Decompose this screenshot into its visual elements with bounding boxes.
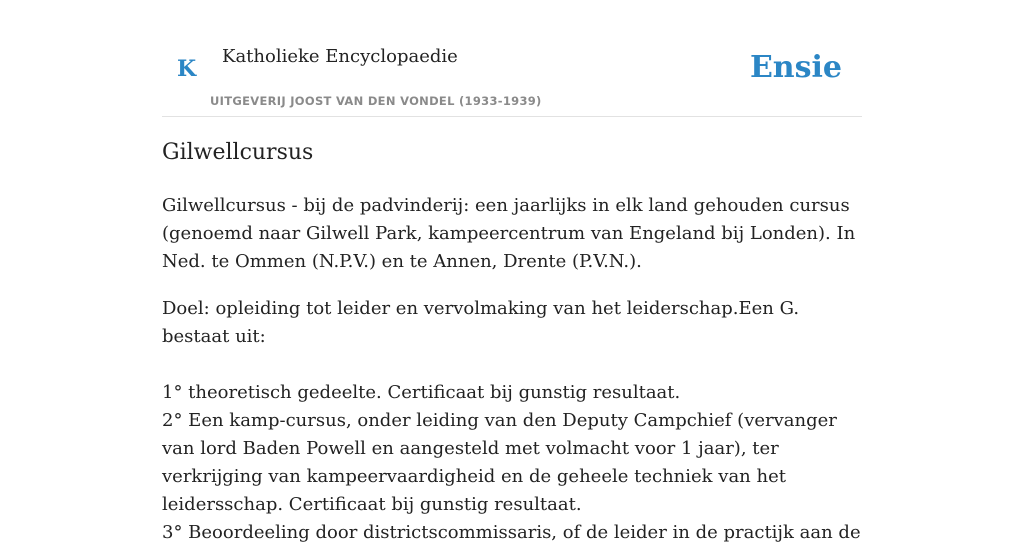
- site-header: [162, 0, 862, 117]
- brand-logo[interactable]: Ensie: [749, 50, 842, 85]
- article-title: Gilwellcursus: [162, 140, 314, 165]
- site-subtitle: UITGEVERIJ JOOST VAN DEN VONDEL (1933-1939): [210, 94, 542, 108]
- article-body: [162, 192, 867, 547]
- list-item-2: 2° Een kamp-cursus, onder leiding van den Deputy Campchief (vervanger van lord Baden Powell en aangesteld met volmacht voor 1 jaar), ter verkrijging van kampeervaardigheid en de geheele techniek van het leidersschap. Certificaat bij gunstig resultaat.: [162, 410, 837, 515]
- list-item-1: 1° theoretisch gedeelte. Certificaat bij gunstig resultaat.: [162, 382, 681, 403]
- logo-icon[interactable]: K: [177, 56, 197, 82]
- paragraph-intro: Gilwellcursus - bij de padvinderij: een jaarlijks in elk land gehouden cursus (genoemd naar Gilwell Park, kampeercentrum van Engeland bij Londen). In Ned. te Ommen (N.P.V.) en te Annen, Drente (P.V.N.).: [162, 195, 856, 272]
- list-item-3: 3° Beoordeeling door districtscommissaris, of de leider in de practijk aan de: [162, 522, 861, 543]
- site-title[interactable]: Katholieke Encyclopaedie: [222, 46, 458, 67]
- page-container: [162, 0, 862, 543]
- spacer: [162, 351, 867, 379]
- paragraph-goal: Doel: opleiding tot leider en vervolmaking van het leiderschap.Een G. bestaat uit:: [162, 298, 800, 347]
